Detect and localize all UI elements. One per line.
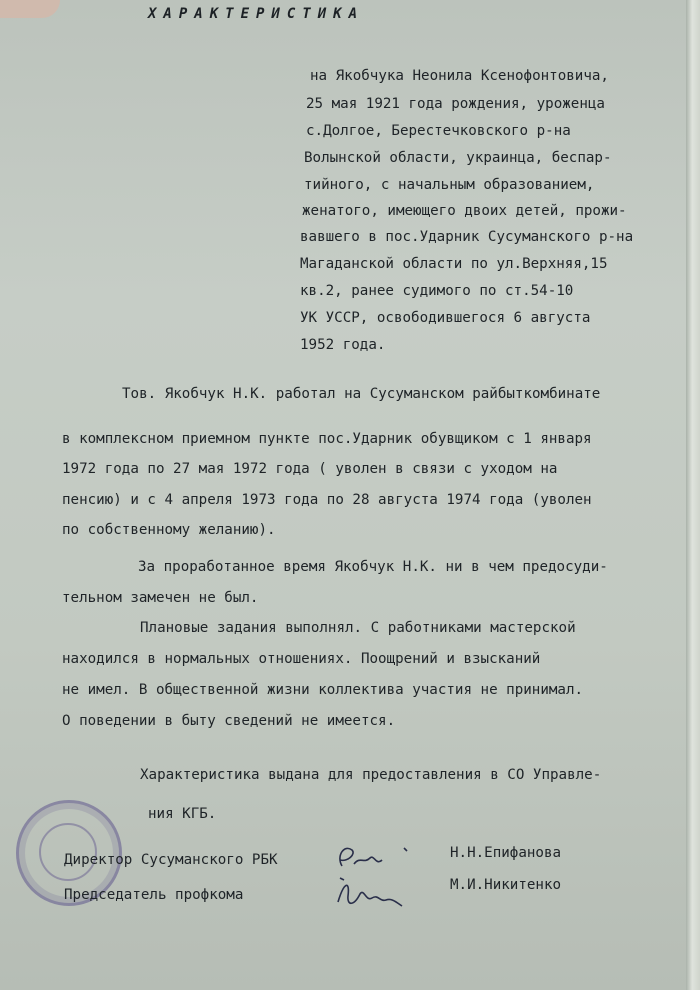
signatory-name: М.И.Никитенко xyxy=(450,877,562,893)
address-line: с.Долгое, Берестечковского р-на xyxy=(306,123,571,139)
body-line: находился в нормальных отношениях. Поощрений и взысканий xyxy=(62,651,541,667)
address-line: Волынской области, украинца, беспар- xyxy=(304,150,612,166)
body-line: ния КГБ. xyxy=(148,806,217,822)
address-line: вавшего в пос.Ударник Сусуманского р-на xyxy=(300,229,634,245)
body-line: пенсию) и с 4 апреля 1973 года по 28 августа 1974 года (уволен xyxy=(62,492,592,508)
address-line: кв.2, ранее судимого по ст.54-10 xyxy=(300,283,574,299)
finger-shadow xyxy=(0,0,60,18)
body-line: по собственному желанию). xyxy=(62,522,276,538)
body-line: тельном замечен не был. xyxy=(62,590,259,606)
signatory-role: Председатель профкома xyxy=(64,887,244,903)
address-line: Магаданской области по ул.Верхняя,15 xyxy=(300,256,608,272)
address-line: тийного, с начальным образованием, xyxy=(304,177,595,193)
body-line: Тов. Якобчук Н.К. работал на Сусуманском райбыткомбинате xyxy=(122,386,601,402)
address-line: УК УССР, освободившегося 6 августа xyxy=(300,310,591,326)
body-line: О поведении в быту сведений не имеется. xyxy=(62,713,396,729)
body-line: не имел. В общественной жизни коллектива участия не принимал. xyxy=(62,682,584,698)
body-line: Плановые задания выполнял. С работниками мастерской xyxy=(140,620,576,636)
address-line: на Якобчука Неонила Ксенофонтовича, xyxy=(310,68,609,84)
address-line: 25 мая 1921 года рождения, уроженца xyxy=(306,96,605,112)
address-line: 1952 года. xyxy=(300,337,386,353)
body-line: 1972 года по 27 мая 1972 года ( уволен в связи с уходом на xyxy=(62,461,558,477)
document-title: ХАРАКТЕРИСТИКА xyxy=(148,6,365,22)
page-edge xyxy=(686,0,700,990)
address-line: женатого, имеющего двоих детей, прожи- xyxy=(302,203,627,219)
body-line: в комплексном приемном пункте пос.Ударник обувщиком с 1 января xyxy=(62,431,592,447)
body-line: Характеристика выдана для предоставления в СО Управле- xyxy=(140,767,602,783)
handwritten-signature xyxy=(330,872,410,918)
body-line: За проработанное время Якобчук Н.К. ни в чем предосуди- xyxy=(138,559,608,575)
signatory-role: Директор Сусуманского РБК xyxy=(64,852,278,868)
signatory-name: Н.Н.Епифанова xyxy=(450,845,562,861)
